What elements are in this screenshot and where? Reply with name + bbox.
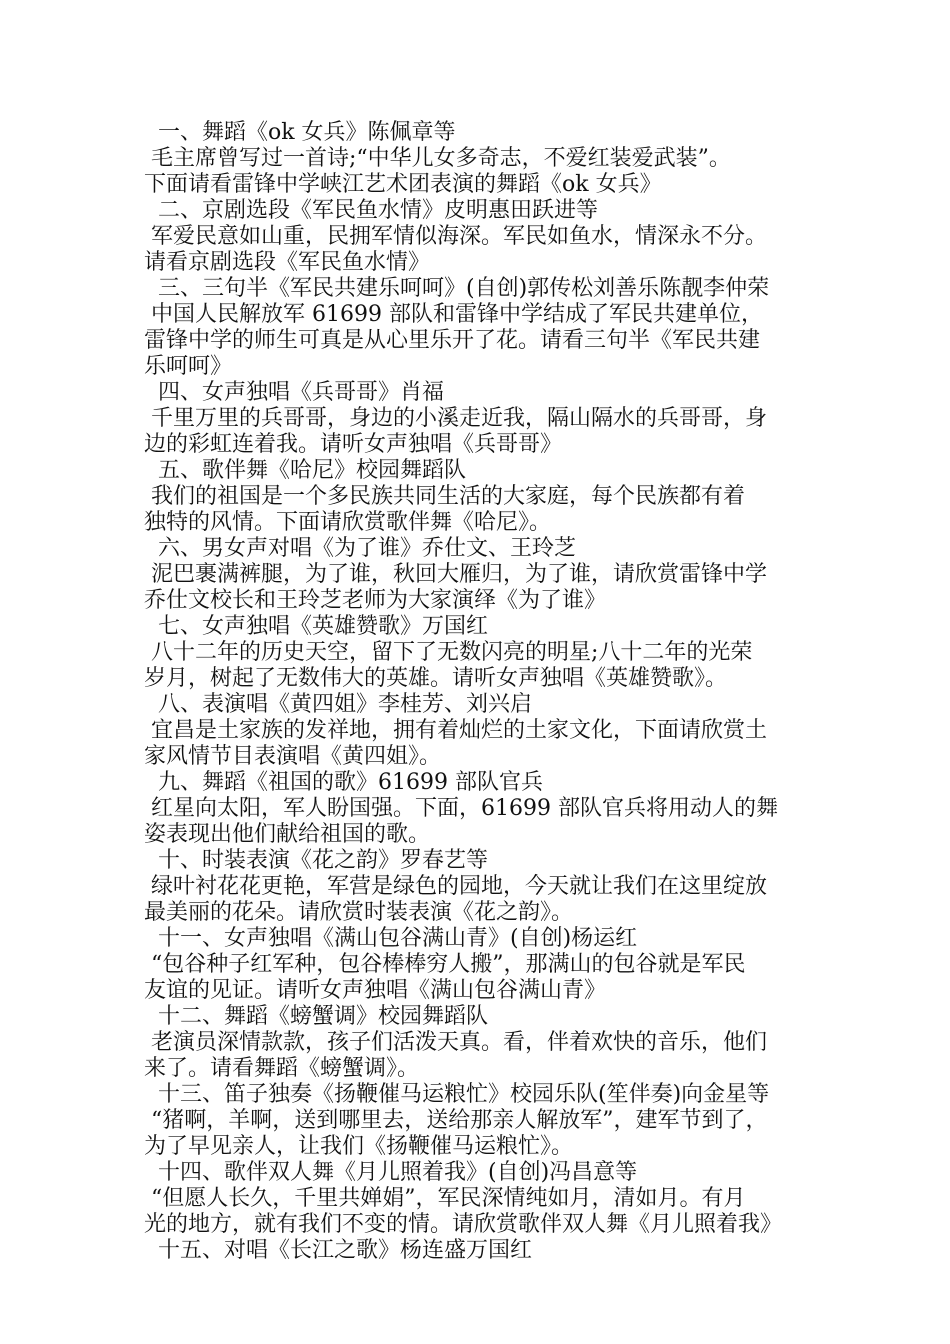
text-line: 我们的祖国是一个多民族共同生活的大家庭，每个民族都有着	[144, 484, 745, 509]
text-line: 中国人民解放军 61699 部队和雷锋中学结成了军民共建单位，	[144, 302, 763, 327]
text-line: 千里万里的兵哥哥，身边的小溪走近我，隔山隔水的兵哥哥，身	[144, 406, 767, 431]
text-line: 乔仕文校长和王玲芝老师为大家演绎《为了谁》	[144, 588, 607, 613]
text-line: 五、歌伴舞《哈尼》校园舞蹈队	[144, 458, 466, 483]
text-line: 姿表现出他们献给祖国的歌。	[144, 822, 431, 847]
text-line: 来了。请看舞蹈《螃蟹调》。	[144, 1056, 420, 1081]
text-line: 十三、笛子独奏《扬鞭催马运粮忙》校园乐队(笙伴奏)向金星等	[144, 1082, 770, 1107]
text-line: 十四、歌伴双人舞《月儿照着我》(自创)冯昌意等	[144, 1160, 638, 1185]
text-line: 为了早见亲人，让我们《扬鞭催马运粮忙》。	[144, 1134, 574, 1159]
text-line: 十、时装表演《花之韵》罗春艺等	[144, 848, 488, 873]
text-line: 四、女声独唱《兵哥哥》肖福	[144, 380, 444, 405]
text-line: 泥巴裹满裤腿，为了谁，秋回大雁归，为了谁，请欣赏雷锋中学	[144, 562, 767, 587]
text-line: 十一、女声独唱《满山包谷满山青》(自创)杨运红	[144, 926, 638, 951]
text-line: 一、舞蹈《ok 女兵》陈佩章等	[144, 120, 456, 145]
text-line: 八十二年的历史天空，留下了无数闪亮的明星;八十二年的光荣	[144, 640, 753, 665]
text-line: 下面请看雷锋中学峡江艺术团表演的舞蹈《ok 女兵》	[144, 172, 662, 197]
text-line: 光的地方，就有我们不变的情。请欣赏歌伴双人舞《月儿照着我》	[144, 1212, 783, 1237]
text-line: 六、男女声对唱《为了谁》乔仕文、王玲芝	[144, 536, 576, 561]
text-line: 红星向太阳，军人盼国强。下面，61699 部队官兵将用动人的舞	[144, 796, 778, 821]
text-line: “包谷种子红军种，包谷棒棒穷人搬”，那满山的包谷就是军民	[144, 952, 746, 977]
text-line: 雷锋中学的师生可真是从心里乐开了花。请看三句半《军民共建	[144, 328, 761, 353]
text-line: 请看京剧选段《军民鱼水情》	[144, 250, 431, 275]
text-line: “但愿人长久，千里共婵娟”，军民深情纯如月，清如月。有月	[144, 1186, 746, 1211]
text-line: 毛主席曾写过一首诗;“中华儿女多奇志，不爱红装爱武装”。	[144, 146, 731, 171]
text-line: 最美丽的花朵。请欣赏时装表演《花之韵》。	[144, 900, 574, 925]
text-line: 三、三句半《军民共建乐呵呵》(自创)郭传松刘善乐陈靓李仲荣	[144, 276, 770, 301]
text-line: “猪啊，羊啊，送到哪里去，送给那亲人解放军”，建军节到了，	[144, 1108, 768, 1133]
text-line: 乐呵呵》	[144, 354, 233, 379]
text-line: 二、京剧选段《军民鱼水情》皮明惠田跃进等	[144, 198, 598, 223]
text-line: 宜昌是土家族的发祥地，拥有着灿烂的土家文化，下面请欣赏土	[144, 718, 767, 743]
text-line: 绿叶衬花花更艳，军营是绿色的园地，今天就让我们在这里绽放	[144, 874, 767, 899]
text-line: 友谊的见证。请听女声独唱《满山包谷满山青》	[144, 978, 607, 1003]
text-line: 军爱民意如山重，民拥军情似海深。军民如鱼水，情深永不分。	[144, 224, 767, 249]
document-page	[144, 120, 814, 1264]
text-line: 七、女声独唱《英雄赞歌》万国红	[144, 614, 488, 639]
text-line: 九、舞蹈《祖国的歌》61699 部队官兵	[144, 770, 543, 795]
text-line: 老演员深情款款，孩子们活泼天真。看，伴着欢快的音乐，他们	[144, 1030, 767, 1055]
text-line: 十二、舞蹈《螃蟹调》校园舞蹈队	[144, 1004, 488, 1029]
text-line: 岁月，树起了无数伟大的英雄。请听女声独唱《英雄赞歌》。	[144, 666, 728, 691]
text-line: 八、表演唱《黄四姐》李桂芳、刘兴启	[144, 692, 532, 717]
text-line: 独特的风情。下面请欣赏歌伴舞《哈尼》。	[144, 510, 552, 535]
text-line: 边的彩虹连着我。请听女声独唱《兵哥哥》	[144, 432, 563, 457]
text-line: 十五、对唱《长江之歌》杨连盛万国红	[144, 1238, 532, 1263]
text-line: 家风情节目表演唱《黄四姐》。	[144, 744, 442, 769]
